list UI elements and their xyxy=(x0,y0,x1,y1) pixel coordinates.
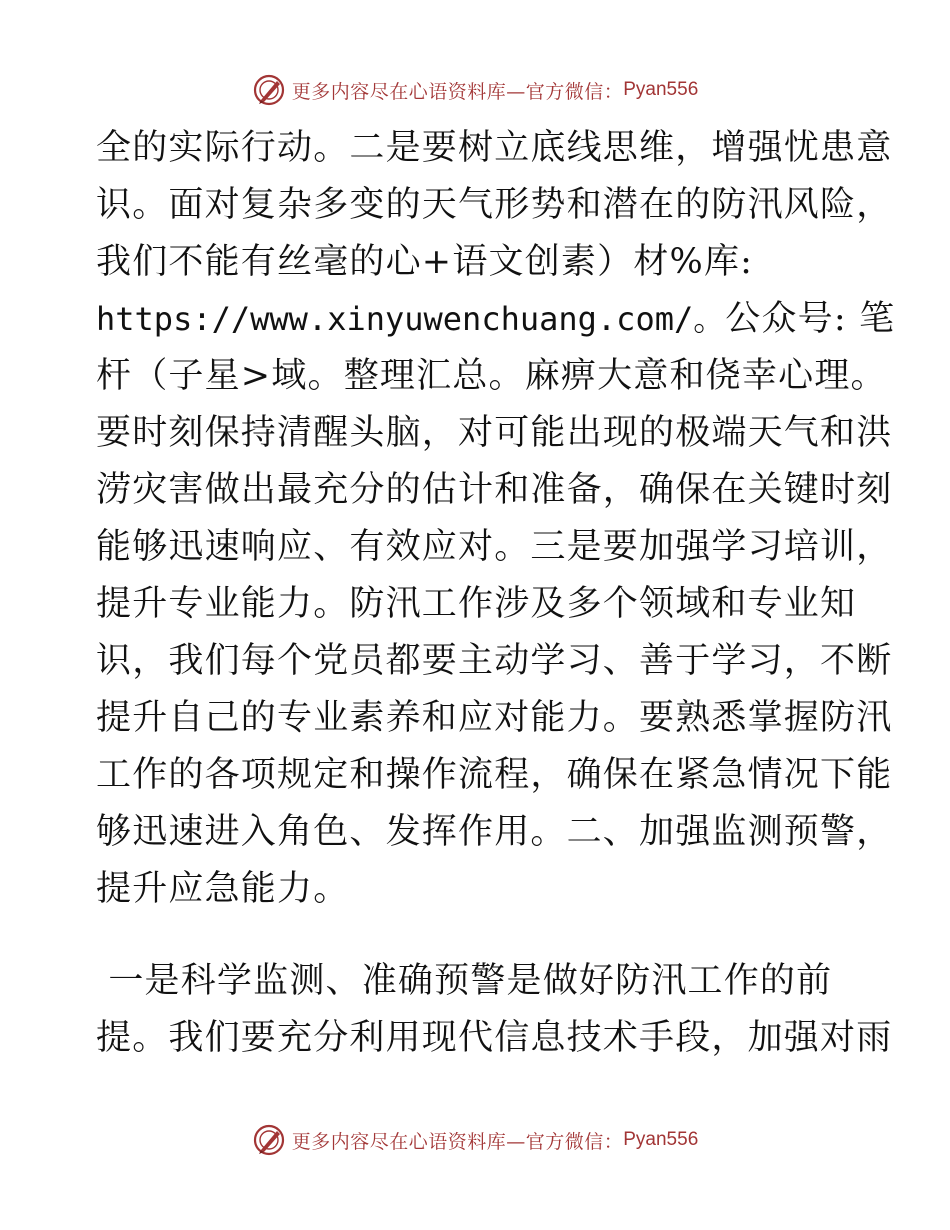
text-line: 识。面对复杂多变的天气形势和潜在的防汛风险， xyxy=(96,185,893,225)
text-line: 全的实际行动。二是要树立底线思维，增强忧患意 xyxy=(96,128,893,168)
paragraph-1 xyxy=(96,120,896,918)
text-line: 涝灾害做出最充分的估计和准备，确保在关键时刻 xyxy=(96,470,893,510)
header-banner xyxy=(0,70,950,110)
wechat-id: Pyan556 xyxy=(623,79,699,100)
text-line: 提升自己的专业素养和应对能力。要熟悉掌握防汛 xyxy=(96,698,893,738)
footer-banner xyxy=(0,1120,950,1160)
text-line: 识，我们每个党员都要主动学习、善于学习，不断 xyxy=(96,641,893,681)
text-line: 够迅速进入角色、发挥作用。二、加强监测预警， xyxy=(96,812,893,852)
text-line: 工作的各项规定和操作流程，确保在紧急情况下能 xyxy=(96,755,893,795)
text-line: 一是科学监测、准确预警是做好防汛工作的前 xyxy=(96,961,833,1001)
text-line: 我们不能有丝毫的心+语文创素）材%库: xyxy=(96,242,754,282)
banner-text: 更多内容尽在心语资料库—官方微信： xyxy=(291,1130,624,1153)
text-line: 提升专业能力。防汛工作涉及多个领域和专业知 xyxy=(96,584,857,624)
text-line: 提。我们要充分利用现代信息技术手段，加强对雨 xyxy=(96,1018,893,1058)
text-line: 提升应急能力。 xyxy=(96,869,350,909)
pen-logo-icon xyxy=(252,1123,286,1157)
url-text: https://www.xinyuwenchuang.com/。 xyxy=(96,300,726,338)
text-line: 要时刻保持清醒头脑，对可能出现的极端天气和洪 xyxy=(96,413,893,453)
pen-logo-icon xyxy=(252,73,286,107)
text-line-tail: 公众号: 笔 xyxy=(725,299,896,339)
paragraph-2 xyxy=(96,953,893,1067)
wechat-id: Pyan556 xyxy=(623,1129,699,1150)
text-line: 能够迅速响应、有效应对。三是要加强学习培训， xyxy=(96,527,893,567)
banner-text: 更多内容尽在心语资料库—官方微信： xyxy=(291,80,624,103)
text-line-url xyxy=(96,291,896,348)
text-line: 杆（子星>域。整理汇总。麻痹大意和侥幸心理。 xyxy=(96,356,887,396)
